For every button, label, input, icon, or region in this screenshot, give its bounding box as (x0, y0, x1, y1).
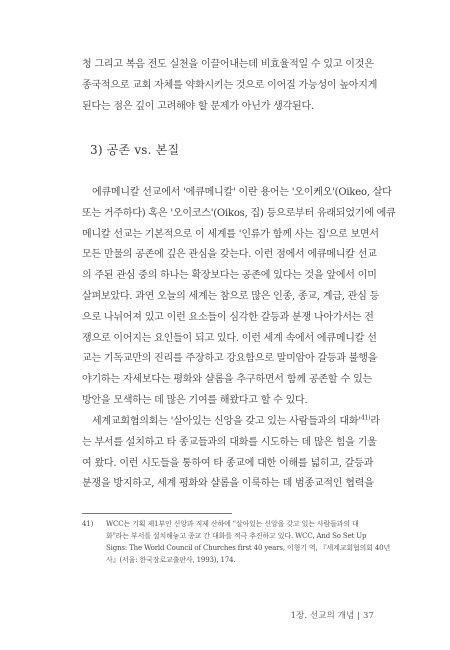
body-paragraph-2 (82, 412, 380, 495)
top-paragraph (82, 55, 378, 117)
footnote-reference[interactable]: 41) (360, 414, 371, 422)
text-line: 모든 만물의 공존에 깊은 관심을 갖는다. 이런 점에서 에큐메니칼 선교 (82, 249, 377, 261)
text-segment: 세계교회협의회는 '살아있는 신앙을 갖고 있는 사람들과의 대화' (92, 416, 361, 427)
page-footer (291, 609, 374, 621)
text-line: 에큐메니칼 선교에서 '에큐메니칼' 이란 용어는 '오이케오'(Oikeo, 살다 (92, 187, 392, 198)
text-line: 는 부서를 설치하고 타 종교들과의 대화를 시도하는 데 많은 힘을 기울 (82, 436, 377, 448)
footer-separator: | (357, 611, 361, 621)
chapter-label: 1장. 선교의 개념 (290, 611, 355, 621)
text-line: 쟁으로 이어지는 요인들이 되고 있다. 이런 세계 속에서 에큐메니칼 선 (82, 332, 377, 344)
text-line: 교는 기독교만의 진리를 주장하고 강요함으로 말미암아 갈등과 불행을 (82, 353, 378, 365)
text-line: 메니칼 선교는 기본적으로 이 세계를 '인류가 함께 사는 집'으로 보면서 (82, 228, 379, 240)
text-line: 야기하는 자세보다는 평화와 샬롬을 추구하면서 함께 공존할 수 있는 (82, 374, 372, 386)
text-line: 또는 거주하다) 혹은 '오이코스'(Oikos, 집) 등으로부터 유래되었기에 에큐 (82, 207, 396, 219)
text-line: 으로 나뉘어져 있고 이런 요소들이 심각한 갈등과 분쟁 나아가서는 전 (82, 311, 374, 323)
footnote (82, 518, 391, 566)
text-line (82, 412, 380, 433)
text-line: 의 주된 관심 중의 하나는 확장보다는 공존에 있다는 것을 앞에서 이미 (82, 270, 377, 282)
body-paragraph-1 (82, 183, 396, 412)
footnote-line: 화"라는 부서를 설치해놓고 종교 간 대화를 적극 추진하고 있다. WCC, And So Set Up (106, 532, 367, 540)
text-line: 분쟁을 방지하고, 세계 평화와 샬롬을 이룩하는 데 범종교적인 협력을 (82, 478, 374, 490)
footnote-number: 41) (82, 520, 94, 528)
text-line: 살펴보았다. 과연 오늘의 세계는 참으로 많은 인종, 종교, 계급, 관심 등 (82, 290, 380, 302)
footnote-text (106, 518, 391, 566)
text-line: 방안을 모색하는 데 많은 기여를 해왔다고 할 수 있다. (82, 394, 308, 406)
text-line: 청 그리고 복음 전도 실천을 이끌어내는데 비효율적일 수 있고 이것은 (82, 59, 374, 70)
page-number: 37 (362, 611, 374, 621)
footnote-divider (82, 513, 232, 514)
footnote-line: WCC는 기획 제1부인 신앙과 직제 산하에 "살아있는 신앙을 갖고 있는 사람들과의 대 (106, 520, 359, 528)
footnote-line: 사』(서울: 한국장로교출판사, 1993), 174. (106, 556, 236, 564)
text-line: 여 왔다. 이런 시도들을 통하여 타 종교에 대한 이해를 넓히고, 갈등과 (82, 457, 374, 469)
section-heading: 3) 공존 vs. 본질 (90, 143, 180, 157)
text-line: 종국적으로 교회 자체를 약화시키는 것으로 이어질 가능성이 높아지게 (82, 79, 378, 91)
text-segment: 라 (370, 416, 380, 427)
text-line: 된다는 점은 깊이 고려해야 할 문제가 아닌가 생각된다. (82, 100, 314, 112)
footnote-line: Signs: The World Council of Churches first 40 years, 이형기 역, 『세계교회협의회 40년 (106, 544, 391, 552)
